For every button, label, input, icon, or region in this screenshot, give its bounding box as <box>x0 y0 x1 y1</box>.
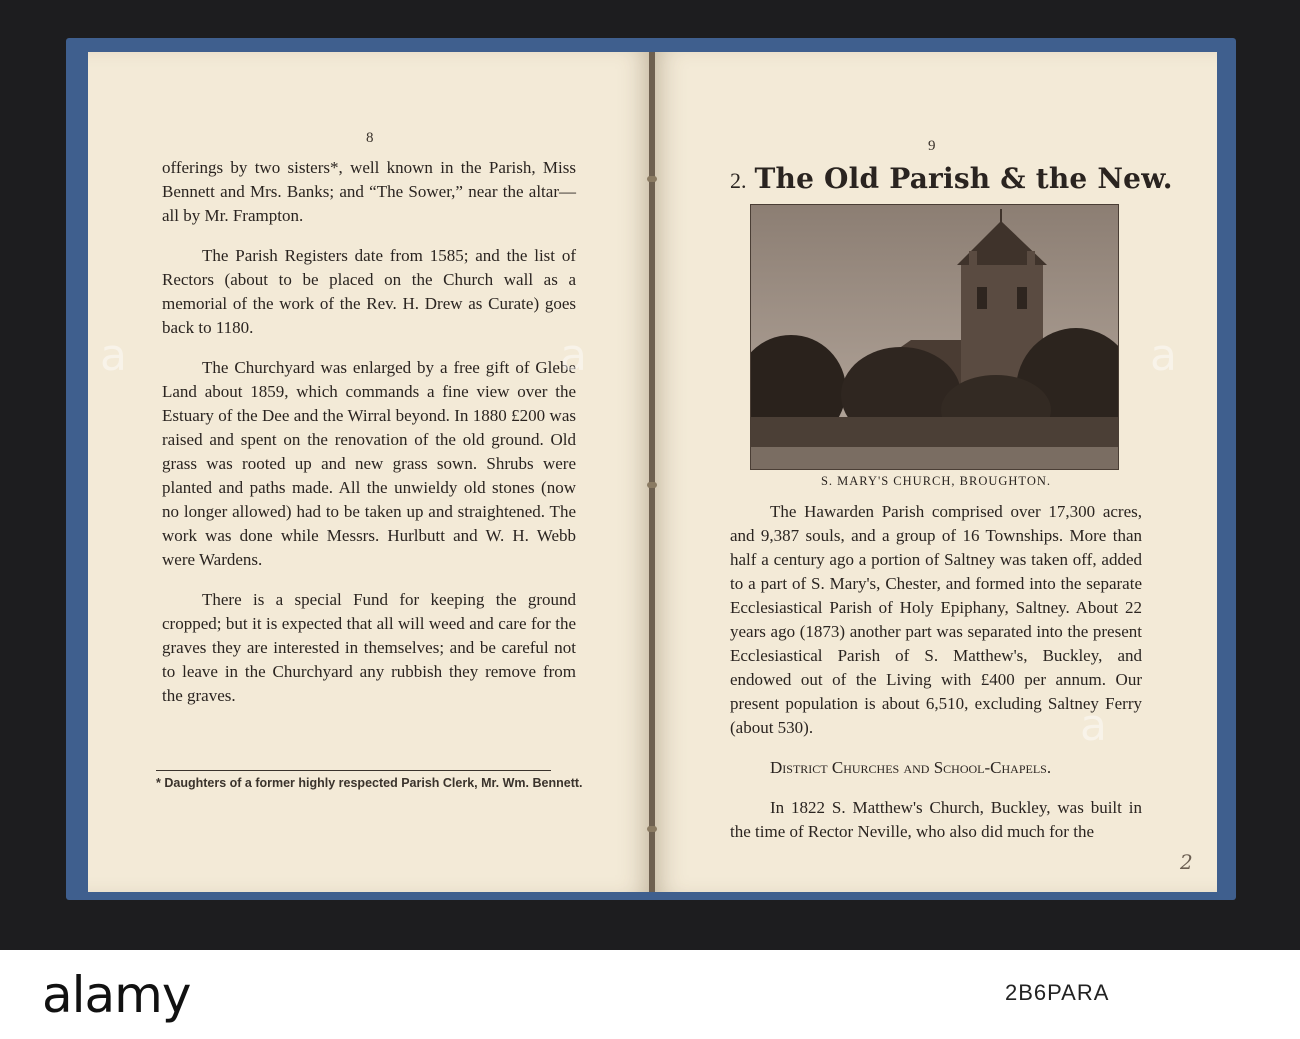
left-paragraph-1: offerings by two sisters*, well known in the Parish, Miss Bennett and Mrs. Banks; and “The Sower,” near the altar—all by Mr. Frampton. <box>162 158 576 225</box>
page-number-right: 9 <box>928 138 936 154</box>
binding-stitch <box>647 482 657 488</box>
chapter-number: 2. <box>730 168 747 193</box>
left-paragraph-3: The Churchyard was enlarged by a free gift of Glebe Land about 1859, which commands a fine view over the Estuary of the Dee and the Wirral beyond. In 1880 £200 was raised and spent on the renovation of the old ground. Old grass was rooted up and new grass sown. Shrubs were planted and paths made. All the unwieldy old stones (now no longer allowed) had to be taken up and straightened. The work was done while Messrs. Hurlbutt and W. H. Webb were Wardens. <box>162 358 576 569</box>
alamy-logo: alamy <box>42 966 191 1024</box>
right-paragraph-1: The Hawarden Parish comprised over 17,300 acres, and 9,387 souls, and a group of 16 Townships. More than half a century ago a portion of Saltney was taken off, added to a part of S. Mary's, Chester, and formed into the separate Ecclesiastical Parish of Holy Epiphany, Saltney. About 22 years ago (1873) another part was separated into the present Ecclesiastical Parish of S. Matthew's, Buckley, and endowed out of the Living with £400 per annum. Our present population is about 6,510, excluding Saltney Ferry (about 530). <box>730 502 1142 737</box>
alamy-watermark: a <box>560 330 586 381</box>
pencil-mark: 2 <box>1180 850 1193 874</box>
right-page-body <box>730 500 1142 860</box>
chapter-heading <box>730 162 1190 195</box>
binding-stitch <box>647 176 657 182</box>
photo-caption: S. MARY'S CHURCH, BROUGHTON. <box>820 474 1052 488</box>
alamy-watermark: a <box>1080 700 1106 751</box>
church-illustration <box>751 205 1118 469</box>
left-paragraph-2: The Parish Registers date from 1585; and the list of Rectors (about to be placed on the Church wall as a memorial of the work of the Rev. H. Drew as Curate) goes back to 1180. <box>162 246 576 337</box>
page-number-left: 8 <box>366 130 374 146</box>
alamy-watermark: a <box>100 330 126 381</box>
alamy-watermark: a <box>1150 330 1176 381</box>
left-page <box>88 52 650 892</box>
footnote-rule <box>156 770 551 771</box>
church-photograph <box>750 204 1119 470</box>
right-page <box>654 52 1217 892</box>
binding-stitch <box>647 826 657 832</box>
image-id: 2B6PARA <box>1005 980 1110 1005</box>
footnote: * Daughters of a former highly respected Parish Clerk, Mr. Wm. Bennett. <box>156 776 583 790</box>
section-subheading: District Churches and School-Chapels. <box>770 758 1052 777</box>
left-page-body <box>162 156 576 724</box>
chapter-title: The Old Parish & the New. <box>754 162 1173 195</box>
left-paragraph-4: There is a special Fund for keeping the ground cropped; but it is expected that all will weed and care for the graves they are interested in themselves; and be careful not to leave in the Churchyard any rubbish they remove from the graves. <box>162 590 576 705</box>
right-paragraph-2: In 1822 S. Matthew's Church, Buckley, was built in the time of Rector Neville, who also did much for the <box>730 798 1142 841</box>
